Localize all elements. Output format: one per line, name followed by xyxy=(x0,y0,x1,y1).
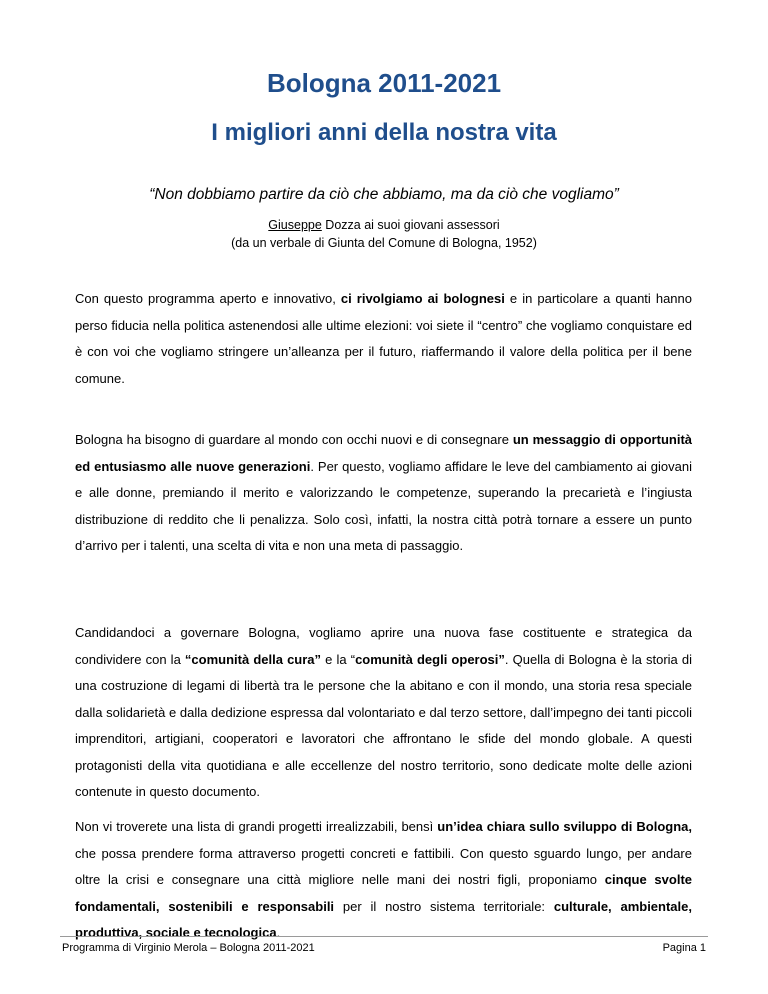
epigraph-author-first-name: Giuseppe xyxy=(268,218,322,232)
epigraph-source: (da un verbale di Giunta del Comune di Bologna, 1952) xyxy=(231,236,537,250)
text-run: per il nostro sistema territoriale: xyxy=(334,898,554,914)
bold-run: culturale, ambientale, produttiva, sociale e tecnologica xyxy=(75,898,692,940)
epigraph-attribution xyxy=(0,216,768,252)
page-subtitle: I migliori anni della nostra vita xyxy=(211,119,557,146)
text-run: Con questo programma aperto e innovativo, xyxy=(75,291,341,306)
text-run: e in particolare a quanti hanno perso fiducia nella politica astenendosi alle ultime elezioni: voi siete il “centro” che vogliamo conquistare ed è con voi che vogliamo stringere un’alleanza per il futuro, riaffermando il valore della politica per il bene comune. xyxy=(75,291,692,386)
text-run: che possa prendere forma attraverso progetti concreti e fattibili. Con questo sguardo lungo, per andare oltre la crisi e consegnare una città migliore nelle mani dei nostri figli, proponiamo xyxy=(75,845,692,887)
epigraph-author-rest: Dozza ai suoi giovani assessori xyxy=(321,218,500,232)
footer-document-title: Programma di Virginio Merola – Bologna 2011-2021 xyxy=(62,942,315,954)
paragraph-2 xyxy=(75,427,692,560)
text-run: . xyxy=(276,925,281,940)
bold-run: un messaggio di opportunità ed entusiasmo alle nuove generazioni xyxy=(75,432,692,474)
text-run: . Per questo, vogliamo affidare le leve del cambiamento ai giovani e alle donne, premiando il merito e valorizzando le competenze, superando la precarietà e l’ingiusta distribuzione di reddito che li penalizza. Solo così, infatti, la nostra città potrà tornare a essere un punto d’arrivo per i talenti, una scelta di vita e non una meta di passaggio. xyxy=(75,458,692,553)
text-run: Candidandoci a governare Bologna, vogliamo aprire una nuova fase costituente e strategica da condividere con la xyxy=(75,625,692,667)
bold-run: comunità degli operosi” xyxy=(355,651,505,667)
bold-run: ci rivolgiamo ai bolognesi xyxy=(340,291,505,306)
text-run: Non vi troverete una lista di grandi progetti irrealizzabili, bensì xyxy=(75,819,438,834)
paragraph-1 xyxy=(75,286,692,392)
page-title: Bologna 2011-2021 xyxy=(266,68,502,98)
paragraph-4 xyxy=(75,814,692,947)
bold-run: un’idea chiara sullo sviluppo di Bologna, xyxy=(437,819,693,834)
text-run: Bologna ha bisogno di guardare al mondo con occhi nuovi e di consegnare xyxy=(75,432,513,447)
epigraph-author xyxy=(0,216,768,234)
footer-page-number: Pagina 1 xyxy=(662,942,706,954)
bold-run: “comunità della cura” xyxy=(184,651,322,667)
bold-run: cinque svolte fondamentali, sostenibili e responsabili xyxy=(75,872,692,914)
text-run: . Quella di Bologna è la storia di una costruzione di legami di libertà tra le persone che la abitano e con il mondo, una storia resa speciale dalla solidarietà e dalla dedizione espressa dal volontariato e dal terzo settore, dall’impegno dei tanti piccoli imprenditori, artigiani, cooperatori e lavoratori che affrontano le sfide del mondo globale. A questi protagonisti della vita quotidiana e alle eccellenze del nostro territorio, sono dedicate molte delle azioni contenute in questo documento. xyxy=(75,651,692,799)
footer-divider xyxy=(60,936,708,937)
epigraph-quote: “Non dobbiamo partire da ciò che abbiamo, ma da ciò che vogliamo” xyxy=(149,186,619,203)
text-run: e la “ xyxy=(321,651,356,667)
paragraph-3 xyxy=(75,620,692,806)
